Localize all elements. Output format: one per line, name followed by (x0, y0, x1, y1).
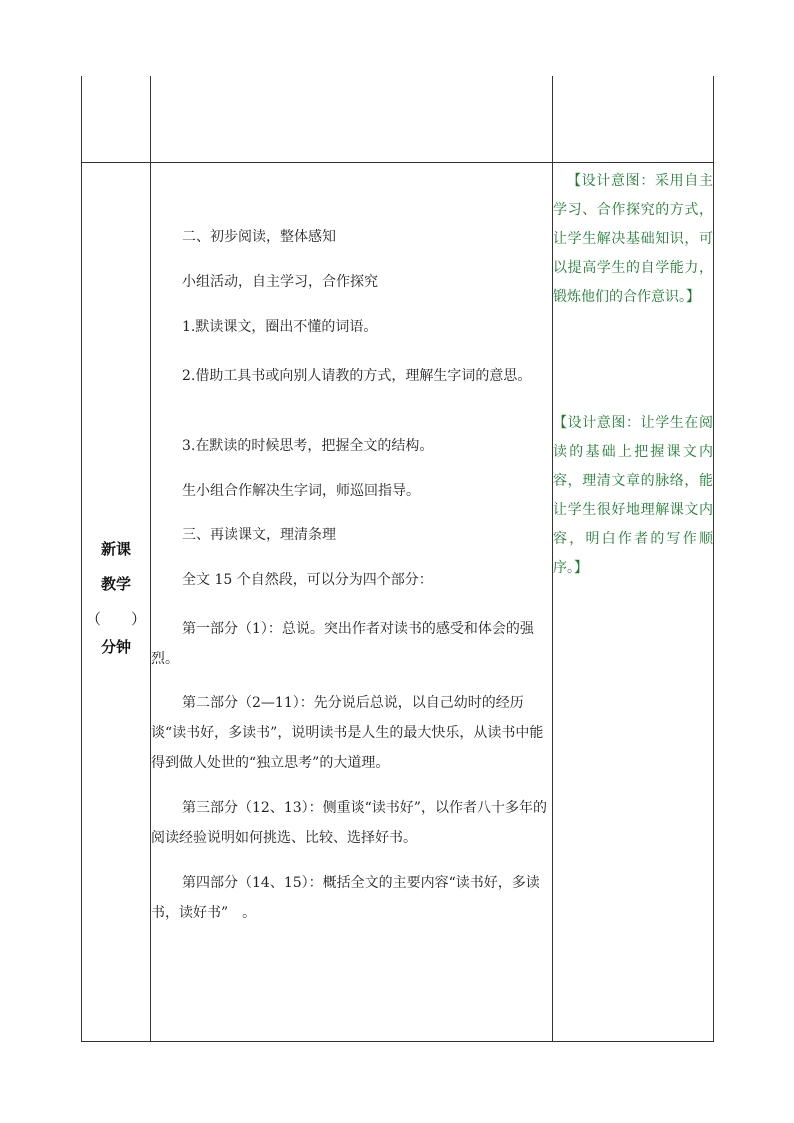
part-4: 第四部分（14、15）：概括全文的主要内容“读书好，多读书，读好书” 。 (151, 875, 540, 921)
paragraph-teacher-guidance: 生小组合作解决生字词，师巡回指导。 (182, 483, 420, 499)
part-3: 第三部分（12、13）：侧重谈“读书好”，以作者八十多年的阅读经验说明如何挑选、比较、选择好书。 (151, 800, 547, 846)
table-border-right (713, 76, 714, 1042)
paragraph-structure-intro: 全文 15 个自然段，可以分为四个部分： (182, 572, 433, 588)
paragraph-group-activity: 小组活动，自主学习，合作探究 (182, 274, 378, 290)
design-notes (553, 0, 713, 1123)
design-note-2: 【设计意图：让学生在阅读的基础上把握课文内容，理清文章的脉络，能让学生很好地理解课文内容，明白作者的写作顺序。】 (553, 415, 713, 576)
section-label-line3: （ ） (85, 610, 146, 628)
design-note-1: 【设计意图：采用自主学习、合作探究的方式，让学生解决基础知识，可以提高学生的自学能力，锻炼他们的合作意识。】 (553, 173, 713, 305)
part-2: 第二部分（2—11）：先分说后总说，以自己幼时的经历谈“读书好，多读书”，说明读书是人生的最大快乐，从读书中能得到做人处世的“独立思考”的大道理。 (151, 695, 544, 771)
heading-reread: 三、再读课文，理清条理 (182, 527, 336, 543)
table-border-left (81, 76, 82, 1042)
step-3: 3.在默读的时候思考，把握全文的结构。 (182, 438, 434, 454)
main-content (151, 0, 551, 1123)
section-label-line2: 教学 (100, 575, 131, 593)
part-1: 第一部分（1）：总说。突出作者对读书的感受和体会的强烈。 (151, 621, 534, 667)
section-label-line1: 新课 (100, 540, 131, 558)
step-1: 1.默读课文，圈出不懂的词语。 (182, 319, 378, 335)
section-label-line4: 分钟 (100, 638, 131, 656)
heading-initial-reading: 二、初步阅读，整体感知 (182, 229, 336, 245)
step-2: 2.借助工具书或向别人请教的方式，理解生字词的意思。 (182, 368, 532, 384)
